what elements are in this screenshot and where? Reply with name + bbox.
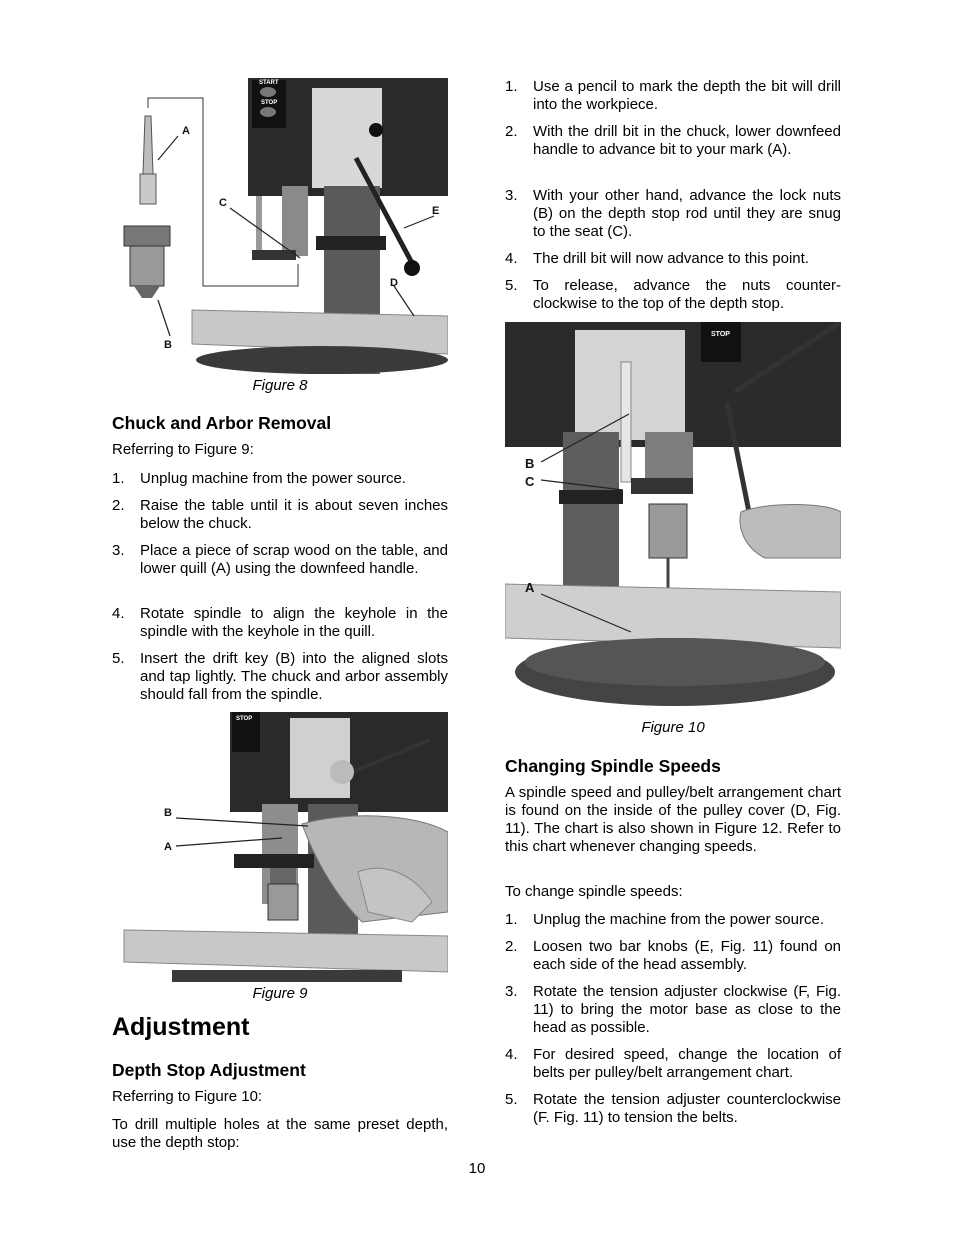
list-number: 2. bbox=[112, 497, 125, 514]
list-number: 2. bbox=[505, 938, 518, 955]
list-item bbox=[505, 1046, 841, 1082]
list-text: Place a piece of scrap wood on the table, and lower quill (A) using the downfeed handle. bbox=[140, 542, 448, 577]
list-number: 2. bbox=[505, 123, 518, 140]
list-number: 1. bbox=[505, 911, 518, 928]
figure-10 bbox=[505, 322, 841, 716]
adjustment-heading: Adjustment bbox=[112, 1013, 250, 1041]
list-item bbox=[505, 911, 841, 929]
figure-9-caption: Figure 9 bbox=[252, 985, 308, 1002]
chuck-removal-heading: Chuck and Arbor Removal bbox=[112, 413, 332, 433]
depth-stop-para: To drill multiple holes at the same preset depth, use the depth stop: bbox=[112, 1116, 448, 1151]
list-text: Rotate the tension adjuster clockwise (F, Fig. 11) to bring the motor base as close to the head as possible. bbox=[533, 983, 841, 1036]
list-text: To release, advance the nuts counter-clockwise to the top of the depth stop. bbox=[533, 277, 841, 312]
list-text: Raise the table until it is about seven inches below the chuck. bbox=[140, 497, 448, 532]
spindle-speeds-para1: A spindle speed and pulley/belt arrangement chart is found on the inside of the pulley cover (D, Fig. 11). The chart is also shown in Figure 12. Refer to this chart whenever changing speeds. bbox=[505, 784, 841, 855]
figure-8-caption: Figure 8 bbox=[252, 377, 308, 394]
figure-10-image bbox=[505, 322, 841, 716]
fig10-stop-label: STOP bbox=[711, 331, 730, 338]
list-text: Rotate spindle to align the keyhole in the spindle with the keyhole in the quill. bbox=[140, 605, 448, 640]
list-number: 5. bbox=[112, 650, 125, 667]
list-text: Unplug machine from the power source. bbox=[140, 470, 406, 487]
list-item bbox=[505, 78, 841, 114]
list-item bbox=[505, 983, 841, 1037]
list-number: 5. bbox=[505, 277, 518, 294]
list-item bbox=[505, 1091, 841, 1145]
fig8-label-e: E bbox=[432, 205, 440, 217]
list-text: Unplug the machine from the power source. bbox=[533, 911, 824, 928]
list-item bbox=[112, 497, 448, 533]
fig8-start-label: START bbox=[259, 80, 279, 86]
fig8-label-c: C bbox=[219, 197, 227, 209]
list-text: Rotate the tension adjuster counterclockwise (F. Fig. 11) to tension the belts. bbox=[533, 1091, 841, 1126]
fig9-stop-label: STOP bbox=[236, 716, 253, 722]
list-item bbox=[112, 470, 448, 488]
list-text: For desired speed, change the location of belts per pulley/belt arrangement chart. bbox=[533, 1046, 841, 1081]
list-number: 4. bbox=[505, 250, 518, 267]
fig9-label-a: A bbox=[164, 841, 172, 853]
list-item bbox=[505, 250, 841, 268]
list-text: With your other hand, advance the lock nuts (B) on the depth stop rod until they are snug to the seat (C). bbox=[533, 187, 841, 240]
list-number: 4. bbox=[112, 605, 125, 622]
page-number: 10 bbox=[468, 1160, 486, 1177]
list-text: With the drill bit in the chuck, lower downfeed handle to advance bit to your mark (A). bbox=[533, 123, 841, 158]
list-item bbox=[112, 605, 448, 641]
list-number: 3. bbox=[505, 983, 518, 1000]
figure-8-image bbox=[112, 78, 448, 374]
fig10-label-b: B bbox=[525, 456, 535, 471]
figure-8 bbox=[112, 78, 448, 374]
fig8-stop-label: STOP bbox=[261, 100, 278, 106]
list-number: 3. bbox=[112, 542, 125, 559]
list-item bbox=[112, 650, 448, 704]
fig10-label-c: C bbox=[525, 474, 535, 489]
fig9-label-b: B bbox=[164, 807, 172, 819]
fig10-label-a: A bbox=[525, 580, 535, 595]
fig8-label-a: A bbox=[182, 125, 190, 137]
figure-10-caption: Figure 10 bbox=[641, 719, 705, 736]
figure-9 bbox=[112, 712, 448, 982]
list-item bbox=[112, 542, 448, 596]
depth-stop-intro: Referring to Figure 10: bbox=[112, 1088, 263, 1105]
list-number: 5. bbox=[505, 1091, 518, 1108]
list-item bbox=[505, 277, 841, 313]
figure-9-image bbox=[112, 712, 448, 982]
list-text: Loosen two bar knobs (E, Fig. 11) found on each side of the head assembly. bbox=[533, 938, 841, 973]
depth-stop-heading: Depth Stop Adjustment bbox=[112, 1060, 306, 1080]
list-item bbox=[505, 187, 841, 241]
list-number: 1. bbox=[112, 470, 125, 487]
spindle-speeds-heading: Changing Spindle Speeds bbox=[505, 756, 721, 776]
list-number: 3. bbox=[505, 187, 518, 204]
list-number: 4. bbox=[505, 1046, 518, 1063]
list-item bbox=[505, 123, 841, 177]
list-text: Use a pencil to mark the depth the bit will drill into the workpiece. bbox=[533, 78, 841, 113]
fig8-label-d: D bbox=[390, 277, 398, 289]
fig8-label-b: B bbox=[164, 339, 172, 351]
list-item bbox=[505, 938, 841, 974]
spindle-speeds-para2: To change spindle speeds: bbox=[505, 883, 683, 900]
list-number: 1. bbox=[505, 78, 518, 95]
list-text: The drill bit will now advance to this point. bbox=[533, 250, 809, 267]
list-text: Insert the drift key (B) into the aligned slots and tap lightly. The chuck and arbor assembly should fall from the spindle. bbox=[140, 650, 448, 703]
chuck-removal-intro: Referring to Figure 9: bbox=[112, 441, 254, 458]
